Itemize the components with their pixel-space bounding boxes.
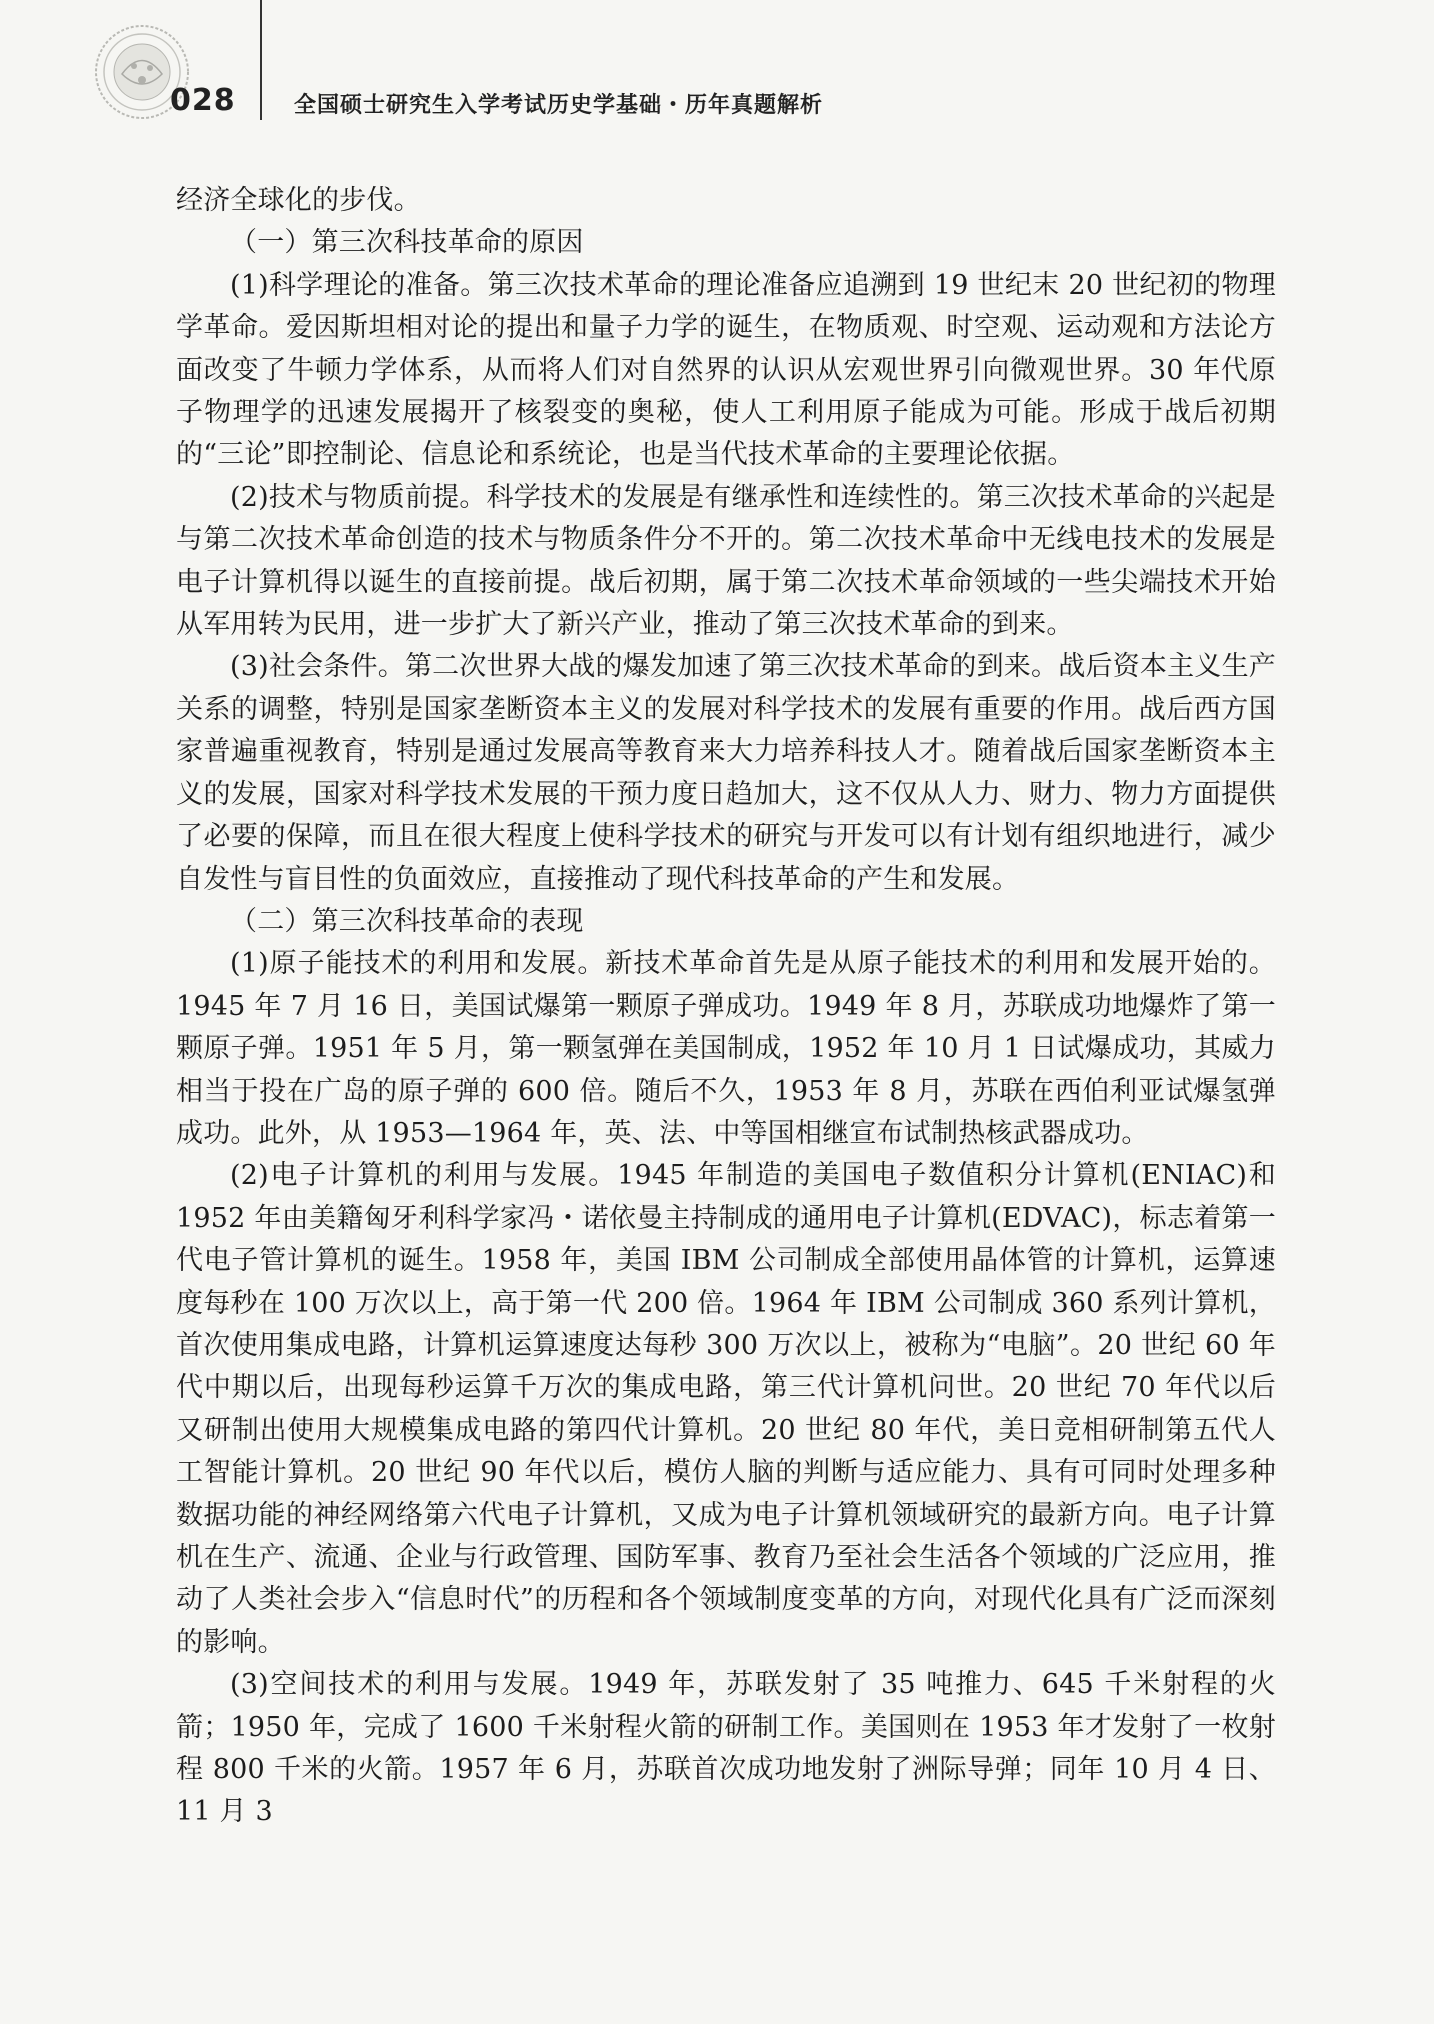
paragraph: (2)技术与物质前提。科学技术的发展是有继承性和连续性的。第三次技术革命的兴起是与第二次技术革命创造的技术与物质条件分不开的。第二次技术革命中无线电技术的发展是电子计算机得以诞生的直接前提。战后初期，属于第二次技术革命领域的一些尖端技术开始从军用转为民用，进一步扩大了新兴产业，推动了第三次技术革命的到来。 [176,481,1276,641]
paragraph: (3)空间技术的利用与发展。1949 年，苏联发射了 35 吨推力、645 千米射程的火箭；1950 年，完成了 1600 千米射程火箭的研制工作。美国则在 1953 年才发射了一枚射程 800 千米的火箭。1957 年 6 月，苏联首次成功地发射了洲际导弹；同年 10 月 4 日、11 月 3 [176,1669,1276,1828]
body-text [176,180,1276,1834]
section-heading: （二）第三次科技革命的表现 [230,905,584,937]
paragraph: (1)科学理论的准备。第三次技术革命的理论准备应追溯到 19 世纪末 20 世纪初的物理学革命。爱因斯坦相对论的提出和量子力学的诞生，在物质观、时空观、运动观和方法论方面改变了牛顿力学体系，从而将人们对自然界的认识从宏观世界引向微观世界。30 年代原子物理学的迅速发展揭开了核裂变的奥秘，使人工利用原子能成为可能。形成于战后初期的“三论”即控制论、信息论和系统论，也是当代技术革命的主要理论依据。 [176,269,1276,471]
paragraph: (3)社会条件。第二次世界大战的爆发加速了第三次技术革命的到来。战后资本主义生产关系的调整，特别是国家垄断资本主义的发展对科学技术的发展有重要的作用。战后西方国家普遍重视教育，特别是通过发展高等教育来大力培养科技人才。随着战后国家垄断资本主义的发展，国家对科学技术发展的干预力度日趋加大，这不仅从人力、财力、物力方面提供了必要的保障，而且在很大程度上使科学技术的研究与开发可以有计划有组织地进行，减少自发性与盲目性的负面效应，直接推动了现代科技革命的产生和发展。 [176,651,1276,895]
paragraph: (2)电子计算机的利用与发展。1945 年制造的美国电子数值积分计算机(ENIAC)和 1952 年由美籍匈牙利科学家冯・诺依曼主持制成的通用电子计算机(EDVAC)，标志着第一代电子管计算机的诞生。1958 年，美国 IBM 公司制成全部使用晶体管的计算机，运算速度每秒在 100 万次以上，高于第一代 200 倍。1964 年 IBM 公司制成 360 系列计算机，首次使用集成电路，计算机运算速度达每秒 300 万次以上，被称为“电脑”。20 世纪 60 年代中期以后，出现每秒运算千万次的集成电路，第三代计算机问世。20 世纪 70 年代以后又研制出使用大规模集成电路的第四代计算机。20 世纪 80 年代，美日竞相研制第五代人工智能计算机。20 世纪 90 年代以后，模仿人脑的判断与适应能力、具有可同时处理多种数据功能的神经网络第六代电子计算机，又成为电子计算机领域研究的最新方向。电子计算机在生产、流通、企业与行政管理、国防军事、教育乃至社会生活各个领域的广泛应用，推动了人类社会步入“信息时代”的历程和各个领域制度变革的方向，对现代化具有广泛而深刻的影响。 [176,1160,1276,1658]
paragraph: (1)原子能技术的利用和发展。新技术革命首先是从原子能技术的利用和发展开始的。1945 年 7 月 16 日，美国试爆第一颗原子弹成功。1949 年 8 月，苏联成功地爆炸了第一颗原子弹。1951 年 5 月，第一颗氢弹在美国制成，1952 年 10 月 1 日试爆成功，其威力相当于投在广岛的原子弹的 600 倍。随后不久，1953 年 8 月，苏联在西伯利亚试爆氢弹成功。此外，从 1953—1964 年，英、法、中等国相继宣布试制热核武器成功。 [176,948,1276,1149]
paragraph-continuation: 经济全球化的步伐。 [176,185,421,216]
running-title: 全国硕士研究生入学考试历史学基础・历年真题解析 [294,93,824,118]
page-header [0,0,1434,130]
section-heading: （一）第三次科技革命的原因 [230,227,584,259]
page-number: 028 [170,83,236,118]
header-divider [260,0,262,120]
